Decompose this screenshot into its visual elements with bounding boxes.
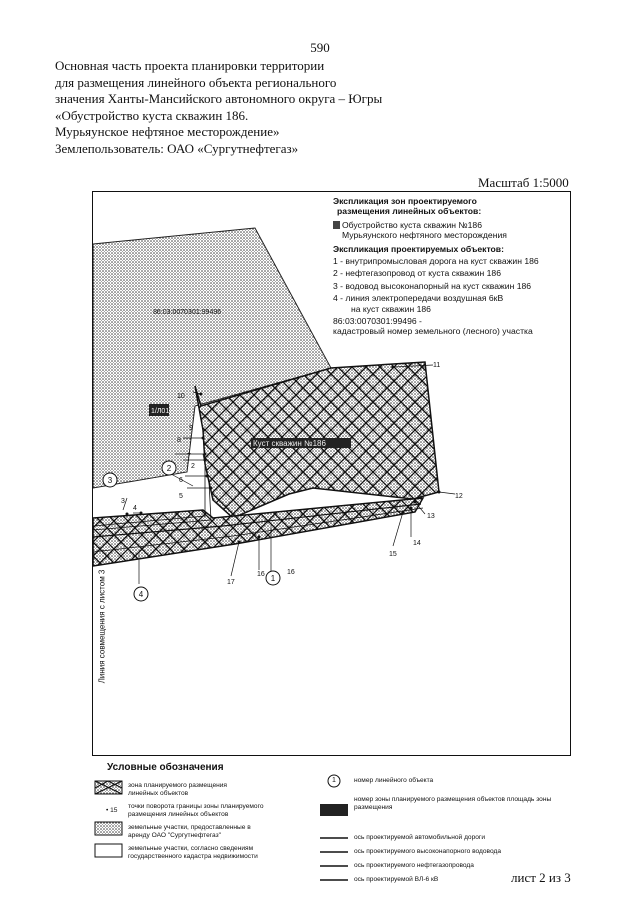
point-label: 12: [455, 493, 463, 500]
explication-object: 3 - водовод высоконапорный на куст скважин 186: [333, 280, 532, 291]
point-label: 8: [177, 437, 181, 444]
legend-item: точки поворота границы зоны планируемого размещения линейных объектов: [128, 803, 264, 818]
header-line: для размещения линейного объекта регионального: [55, 74, 337, 90]
object-number: 3: [107, 476, 113, 485]
point-label: 16: [287, 569, 295, 576]
point-label: 11: [433, 362, 441, 369]
point-label: 3: [121, 498, 125, 505]
explication-object: 2 - нефтегазопровод от куста скважин 186: [333, 268, 501, 279]
object-number: 4: [138, 590, 144, 599]
explication-zone-text: Обустройство куста скважин №186: [342, 219, 482, 230]
explication-object: на куст скважин 186: [351, 303, 431, 314]
explication-zones-title: Экспликация зон проектируемого: [333, 196, 477, 206]
point-label: 9: [189, 425, 193, 432]
explication-object: 1 - внутрипромысловая дорога на куст скважин 186: [333, 256, 539, 267]
explication-cadastral-desc: кадастровый номер земельного (лесного) участка: [333, 326, 533, 337]
document-header: [55, 58, 475, 157]
explication-cadastral: 86:03:0070301:99496 -: [333, 316, 422, 327]
explication-zone-item-2: Мурьяунского нефтяного месторождения: [342, 230, 507, 241]
point-label: 17: [227, 579, 235, 586]
zone-swatch: [333, 221, 340, 229]
point-label: 14: [413, 540, 421, 547]
point-label: 2: [191, 463, 195, 470]
side-label: Линия совмещения с листом 3: [97, 569, 107, 684]
explication-box: [333, 196, 569, 337]
legend-marker: • 15: [106, 807, 118, 814]
map-scale: Масштаб 1:5000: [478, 175, 569, 190]
explication-objects-title: Экспликация проектируемых объектов:: [333, 243, 504, 254]
legend-item: ось проектируемой ВЛ-6 кВ: [354, 876, 439, 883]
explication-zone-item: [333, 220, 569, 230]
header-line: Основная часть проекта планировки территории: [55, 58, 325, 73]
object-number: 2: [166, 464, 172, 473]
zone-label: Куст скважин №186: [253, 439, 326, 448]
legend-item: земельные участки, предоставленные в аренду ОАО "Сургутнефтегаз": [128, 824, 251, 839]
zone-badge: 1/Л01: [151, 408, 170, 415]
legend-item: номер линейного объекта: [354, 777, 434, 784]
sheet-number: лист 2 из 3: [511, 870, 571, 885]
legend-item: ось проектируемой автомобильной дороги: [354, 834, 486, 841]
point-label: 10: [177, 393, 185, 400]
legend-item: зона планируемого размещения линейных объектов: [128, 782, 228, 797]
legend-object-marker: 1: [332, 777, 336, 784]
legend-item: ось проектируемого высоконапорного водовода: [354, 848, 502, 855]
legend-symbols-right: [320, 774, 350, 886]
header-line: значения Ханты-Мансийского автономного округа – Югры: [55, 91, 383, 106]
object-number: 1: [270, 574, 276, 583]
explication-zones-title: размещения линейных объектов:: [337, 206, 482, 217]
header-line: «Обустройство куста скважин 186.: [55, 107, 249, 123]
page-number: 590: [310, 40, 330, 55]
parcel-label: 86:03:0070301:99496: [153, 309, 222, 316]
header-line: Мурьяунское нефтяное месторождение»: [55, 124, 280, 139]
explication-object: 4 - линия электропередачи воздушная 6кВ: [333, 293, 504, 304]
point-label: 4: [133, 505, 137, 512]
point-label: 13: [427, 513, 435, 520]
legend-item: ось проектируемого нефтегазопровода: [354, 862, 474, 869]
point-label: 6: [179, 477, 183, 484]
point-label: 7: [187, 453, 191, 460]
legend-title: Условные обозначения: [107, 762, 224, 773]
legend-item: земельные участки, согласно сведениям государственного кадастра недвижимости: [128, 845, 258, 860]
point-label: 16: [257, 571, 265, 578]
point-label: 15: [389, 551, 397, 558]
point-label: 5: [179, 493, 183, 500]
map-frame: [92, 191, 571, 756]
legend-item: номер зоны планируемого размещения объектов площадь зоны размещения: [354, 796, 552, 811]
header-line: Землепользователь: ОАО «Сургутнефтегаз»: [55, 140, 299, 156]
legend-symbols-left: [94, 780, 124, 872]
